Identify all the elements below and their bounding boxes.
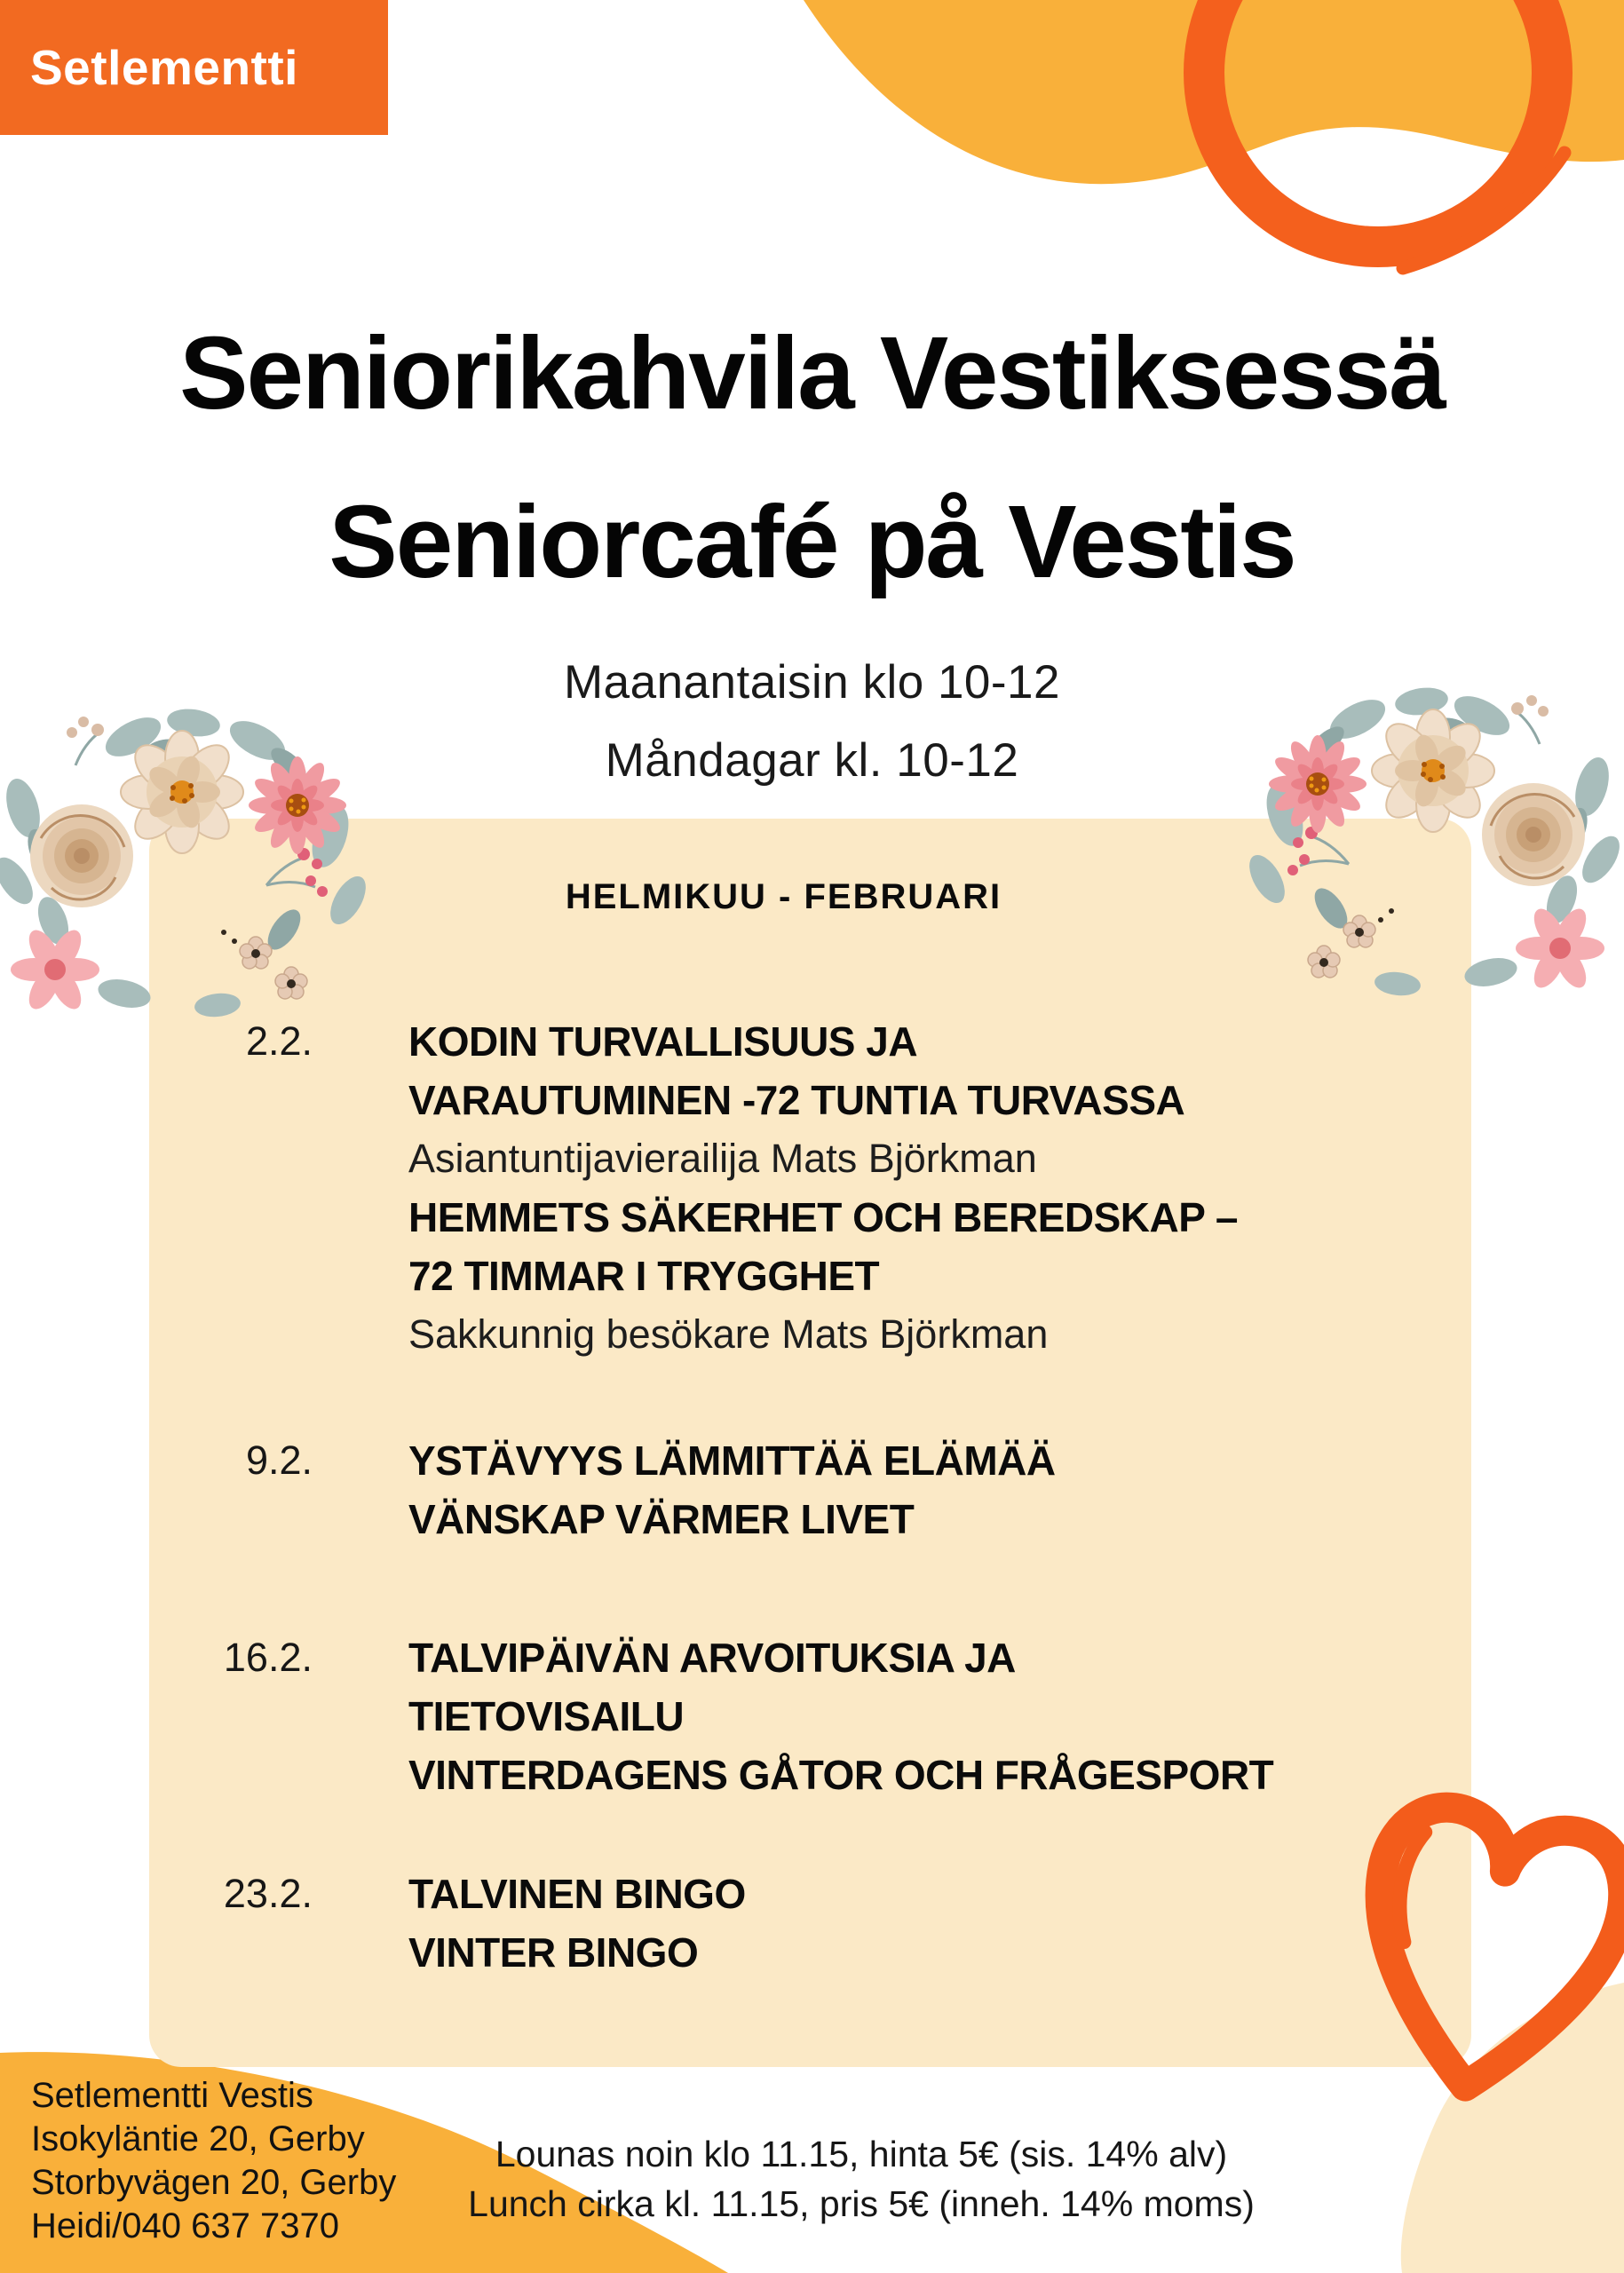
page-title-finnish: Seniorikahvila Vestiksessä: [179, 315, 1445, 431]
event-date: 23.2.: [223, 1871, 313, 1916]
event-title-line: 72 TIMMAR I TRYGGHET: [408, 1253, 880, 1299]
brush-heart-icon: [1357, 1786, 1624, 2142]
event-title-line: VÄNSKAP VÄRMER LIVET: [408, 1496, 915, 1542]
address-line: Storbyvägen 20, Gerby: [31, 2163, 397, 2202]
event-date: 9.2.: [245, 1437, 313, 1483]
event-title-line: VINTER BINGO: [408, 1929, 699, 1976]
schedule-heading: HELMIKUU - FEBRUARI: [565, 877, 1002, 916]
page-title-swedish: Seniorcafé på Vestis: [329, 484, 1295, 599]
subtitle-finnish: Maanantaisin klo 10-12: [563, 656, 1060, 709]
logo-badge: [0, 0, 388, 135]
event-lines: [408, 1628, 1438, 1804]
event-title-line: TALVIPÄIVÄN ARVOITUKSIA JA: [408, 1635, 1016, 1681]
lunch-info: [382, 2129, 1341, 2229]
subtitle-swedish: Måndagar kl. 10-12: [605, 734, 1019, 787]
event-title-line: YSTÄVYYS LÄMMITTÄÄ ELÄMÄÄ: [408, 1437, 1056, 1484]
event-date: 16.2.: [223, 1635, 313, 1680]
brush-circle-icon: [1172, 0, 1624, 293]
event-title-line: VINTERDAGENS GÅTOR OCH FRÅGESPORT: [408, 1752, 1274, 1798]
flower-bouquet-icon: [0, 703, 373, 1023]
event-detail-line: Asiantuntijavierailija Mats Björkman: [408, 1136, 1037, 1181]
event-detail-line: Sakkunnig besökare Mats Björkman: [408, 1311, 1049, 1357]
event-title-line: KODIN TURVALLISUUS JA: [408, 1018, 918, 1065]
event-lines: [408, 1865, 1438, 1982]
event-date: 2.2.: [245, 1018, 313, 1064]
address-line: Setlementti Vestis: [31, 2076, 313, 2115]
address-line: Heidi/040 637 7370: [31, 2206, 339, 2245]
event-lines: [408, 1431, 1438, 1548]
address-line: Isokyläntie 20, Gerby: [31, 2119, 365, 2158]
event-title-line: TIETOVISAILU: [408, 1693, 685, 1739]
event-title-line: VARAUTUMINEN -72 TUNTIA TURVASSA: [408, 1077, 1185, 1123]
event-title-line: HEMMETS SÄKERHET OCH BEREDSKAP –: [408, 1194, 1238, 1240]
logo-text: Setlementti: [30, 40, 298, 95]
event-title-line: TALVINEN BINGO: [408, 1871, 746, 1917]
lunch-line-swedish: Lunch cirka kl. 11.15, pris 5€ (inneh. 14% moms): [468, 2183, 1255, 2224]
flower-bouquet-icon: [1242, 682, 1624, 1002]
event-lines: [408, 1012, 1438, 1364]
lunch-line-finnish: Lounas noin klo 11.15, hinta 5€ (sis. 14% alv): [495, 2134, 1228, 2174]
